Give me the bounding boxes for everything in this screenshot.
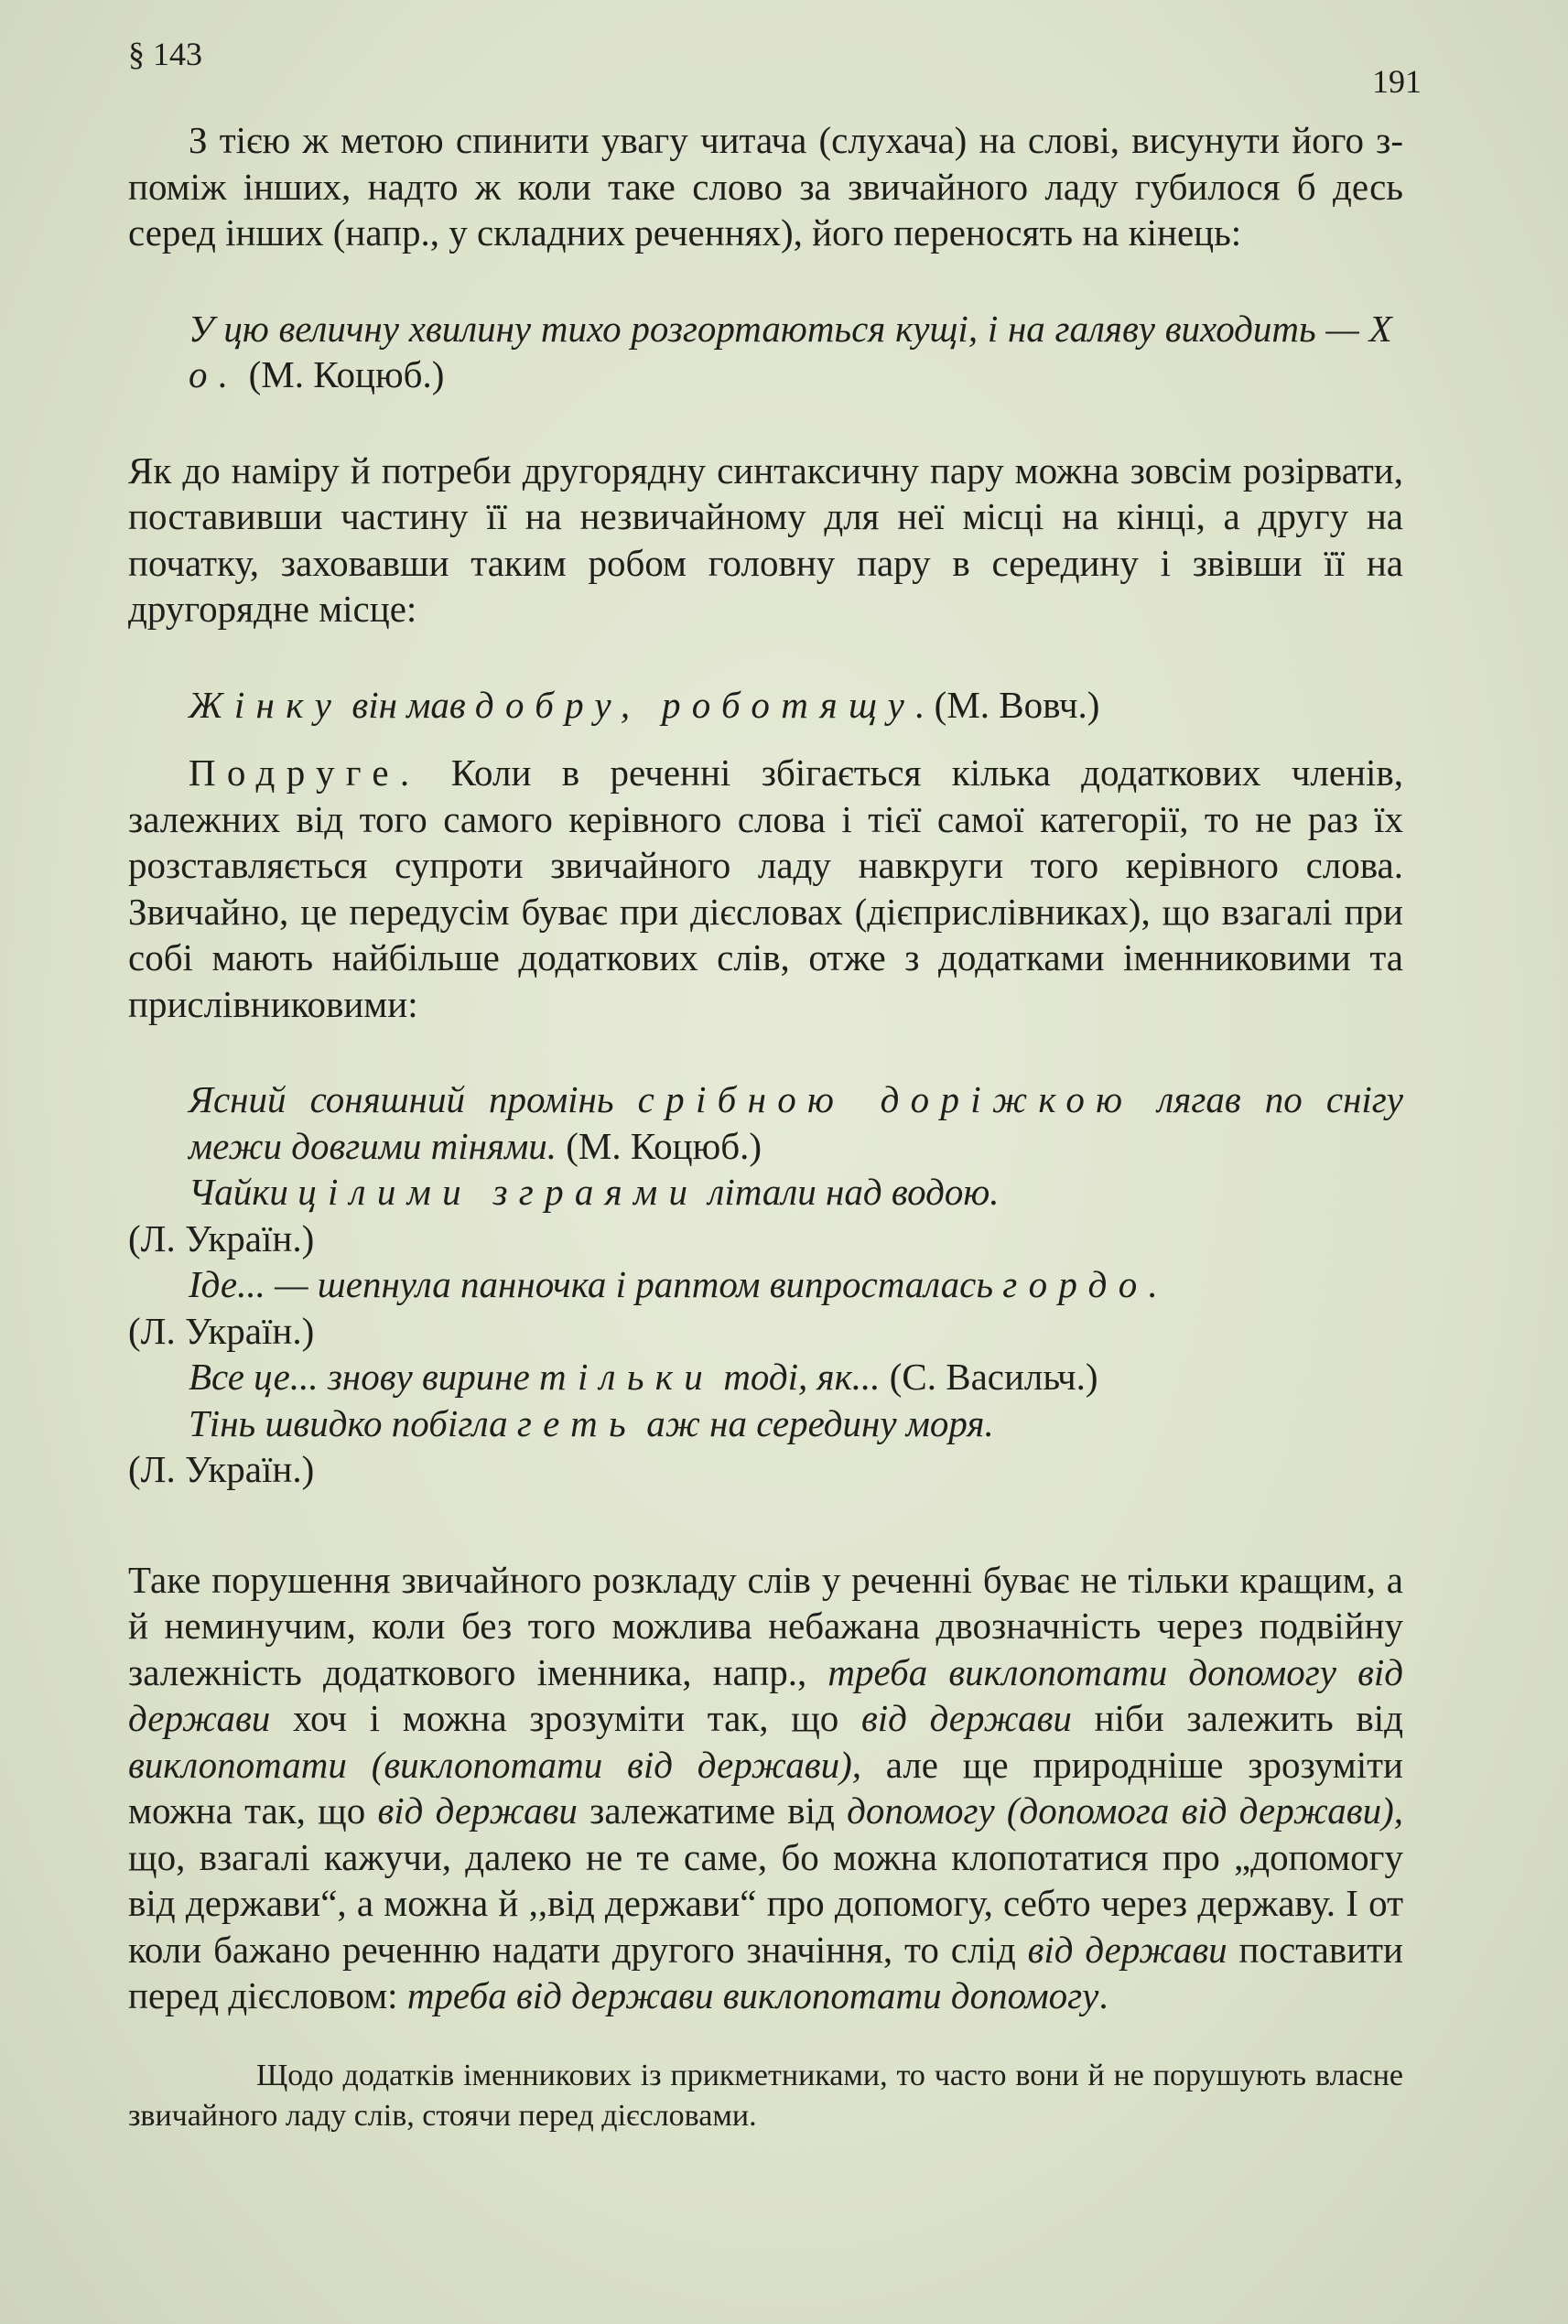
page-number: 191 (1372, 63, 1422, 100)
example-5-emphasis: гордо. (1002, 1263, 1170, 1305)
example-3-emphasis: срібною доріжкою (637, 1078, 1134, 1120)
footnote: Щодо додатків іменникових із прикметниками, то часто вони й не порушують власне звичайного ладу слів, стоячи перед дієсловами. (128, 2058, 1403, 2133)
example-3-text-b: лягав по снігу межи довгими тінями. (189, 1078, 1403, 1167)
example-4-emphasis: цілими зграями (297, 1171, 699, 1213)
paragraph-4-text-7: поставити перед дієсловом: (128, 1928, 1403, 2016)
example-4-source: (Л. Україн.) (128, 1216, 315, 1259)
example-5 (128, 1261, 1403, 1308)
paragraph-4-italic-1: треба виклопотати допомогу від держави (128, 1650, 1403, 1739)
example-4 (128, 1169, 1403, 1216)
paragraph-4-italic-5: допомогу (допомога від держави), (847, 1789, 1403, 1832)
example-4-text-b: літали над водою. (698, 1171, 1000, 1213)
example-7-emphasis: геть (516, 1401, 637, 1444)
example-3 (128, 1076, 1403, 1169)
example-2-text: він мав (342, 683, 475, 726)
paragraph-4-text-6: що, взагалі кажучи, далеко не те саме, бо можна клопотатися про „допомогу від держави“, а можна й ,,від держави“ про допомогу, себто через державу. І от коли бажано реченню надати другого значіння, то слід (128, 1835, 1403, 1971)
paragraph-4-text-5: залежатиме від (577, 1789, 848, 1832)
example-2-source: (М. Вовч.) (925, 683, 1100, 726)
paragraph-4-italic-7: треба від держави виклопотати допомогу (406, 1974, 1099, 2016)
example-6-emphasis: тільки (539, 1356, 715, 1398)
example-6-source: (С. Васильч.) (880, 1356, 1098, 1398)
example-5-text: Іде... — шепнула панночка і раптом випросталась (189, 1263, 1003, 1305)
example-6-text-a: Все це... знову вирине (189, 1356, 540, 1398)
example-7 (128, 1400, 1403, 1447)
paragraph-4-text-3: ніби залежить від (1071, 1697, 1403, 1739)
paragraph-4-text-1: Таке порушення звичайного розкладу слів у реченні буває не тільки кращим, а й неминучим, коли без того можлива небажана двозначність через подвійну залежність додаткового іменника, напр., (128, 1558, 1403, 1693)
example-6-text-b: тоді, як... (714, 1356, 881, 1398)
paragraph-1: З тією ж метою спинити увагу читача (слухача) на слові, висунути його з-поміж інших, надто ж коли таке слово за звичайного ладу губилося б десь серед інших (напр., у складних реченнях), його переносять на кінець: (128, 119, 1403, 254)
example-1 (128, 306, 1403, 398)
example-3-source: (М. Коцюб.) (557, 1124, 762, 1167)
page-header (0, 0, 1568, 110)
paragraph-4-text-8: . (1098, 1974, 1108, 2016)
example-6 (128, 1354, 1403, 1400)
example-3-text-a: Ясний соняшний промінь (189, 1078, 638, 1120)
example-7-source: (Л. Україн.) (128, 1448, 315, 1490)
paragraph-4-text-4: але ще природніше зрозуміти можна так, що (128, 1743, 1403, 1832)
example-2 (128, 682, 1403, 729)
paragraph-4-text-2: хоч і можна зрозуміти так, що (270, 1697, 861, 1739)
example-1-emphasis: Х о. (189, 307, 1403, 395)
example-2-period: . (915, 683, 925, 726)
example-1-text: У цю величну хвилину тихо розгортаються кущі, і на галяву виходить — (189, 307, 1369, 350)
paragraph-2: Як до наміру й потреби другорядну синтаксичну пару можна зовсім розірвати, поставивши частину її на незвичайному для неї місці на кінці, а другу на початку, заховавши таким робом головну пару в середину і звівши її на другорядне місце: (128, 449, 1403, 630)
paragraph-3 (128, 750, 1403, 1027)
example-1-source: (М. Коцюб.) (239, 353, 445, 395)
paragraph-4-italic-2: від держави (860, 1697, 1072, 1739)
example-5-source: (Л. Україн.) (128, 1309, 315, 1352)
paragraph-3-text: Коли в реченні збігається кілька додаткових членів, залежних від того самого керівного слова і тієї самої категорії, то не раз їх розставляється супроти звичайного ладу навкруги того керівного слова. Звичайно, це передусім буває при дієсловах (дієприслівниках), що взагалі при собі мають найбільше додаткових слів, отже з додатками іменниковими та прислівниковими: (128, 751, 1403, 1025)
paragraph-4-italic-6: від держави (1027, 1928, 1227, 1971)
paragraph-4 (128, 1557, 1403, 2019)
paragraph-4-italic-3: виклопотати (виклопотати від держави), (128, 1743, 861, 1786)
page-body (128, 117, 1403, 2136)
example-2-emphasis-b: добру, роботящу (474, 683, 916, 726)
example-2-emphasis-a: Жінку (189, 683, 343, 726)
example-7-text-a: Тінь швидко побігла (189, 1401, 517, 1444)
paragraph-4-italic-4: від держави (377, 1789, 578, 1832)
example-4-text-a: Чайки (189, 1171, 298, 1213)
example-7-text-b: аж на середину моря. (636, 1401, 994, 1444)
paragraph-3-lead: Подруге. (189, 751, 421, 794)
section-number: § 143 (128, 36, 202, 72)
